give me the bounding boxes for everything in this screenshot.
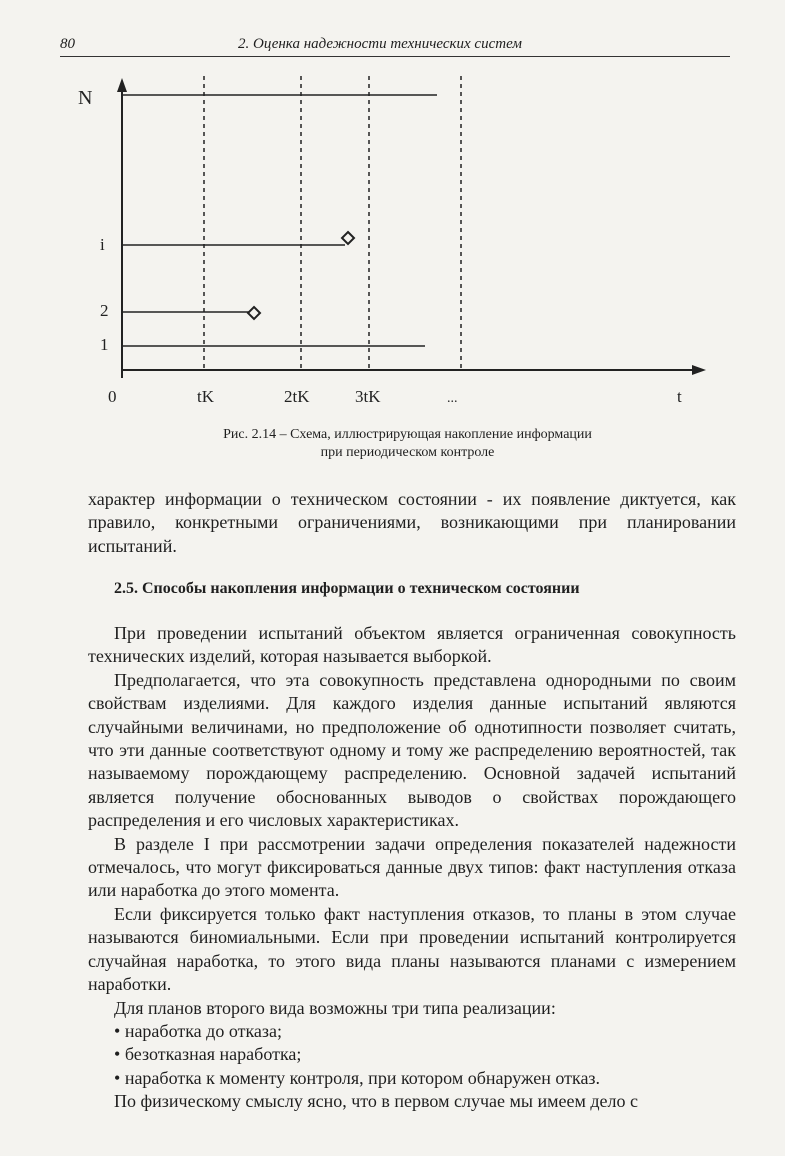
failure-marker-i: [342, 232, 354, 244]
x-label-3tk: 3tK: [355, 387, 381, 406]
caption-line-1: Рис. 2.14 – Схема, иллюстрирующая накопление информации: [223, 427, 592, 442]
page-number: 80: [60, 36, 75, 52]
information-accumulation-diagram: [0, 60, 785, 420]
x-axis-label: t: [677, 387, 682, 406]
x-axis-arrow: [692, 365, 706, 375]
section-title: 2.5. Способы накопления информации о техническом состоянии: [114, 580, 580, 597]
bullet-item: • наработка до отказа;: [88, 1020, 736, 1043]
continuation-text: [88, 488, 736, 558]
bullet-item: • наработка к моменту контроля, при котором обнаружен отказ.: [88, 1067, 736, 1090]
figure-caption: [0, 426, 785, 462]
caption-line-2: при периодическом контроле: [320, 445, 495, 460]
page-header: [60, 34, 730, 57]
bullet-item: • безотказная наработка;: [88, 1043, 736, 1066]
y-label-2: 2: [100, 301, 109, 320]
y-axis-label: N: [78, 87, 93, 109]
x-label-tk: tK: [197, 387, 214, 406]
running-title: 2. Оценка надежности технических систем: [238, 36, 522, 52]
y-label-1: 1: [100, 335, 109, 354]
x-label-2tk: 2tK: [284, 387, 310, 406]
main-text: [88, 622, 736, 1114]
paragraph: Если фиксируется только факт наступления отказов, то планы в этом случае называются биномиальными. Если при проведении испытаний контролируется случайная наработка, то этого вида планы называются планами с измерением наработки.: [88, 903, 736, 995]
failure-marker-2: [248, 307, 260, 319]
paragraph: Для планов второго вида возможны три типа реализации:: [114, 997, 556, 1018]
paragraph: По физическому смыслу ясно, что в первом случае мы имеем дело с: [114, 1091, 638, 1112]
y-label-i: i: [100, 235, 105, 254]
paragraph: При проведении испытаний объектом является ограниченная совокупность технических изделий, которая называется выборкой.: [88, 623, 736, 667]
paragraph: В разделе I при рассмотрении задачи определения показателей надежности отмечалось, что могут фиксироваться данные двух типов: факт наступления отказа или наработка до этого момента.: [88, 833, 736, 901]
x-label-origin: 0: [108, 387, 117, 406]
y-axis-arrow: [117, 78, 127, 92]
x-label-dots: ...: [447, 391, 458, 406]
continuation-paragraph: характер информации о техническом состоянии - их появление диктуется, как правило, конкретными ограничениями, возникающими при планировании испытаний.: [88, 489, 736, 556]
paragraph: Предполагается, что эта совокупность представлена однородными по своим свойствам изделиями. Для каждого изделия данные испытаний являются случайными величинами, но предположение об однотипности позволяет считать, что эти данные соответствуют одному и тому же распределению вероятностей, так называемому порождающему распределению. Основной задачей испытаний является получение обоснованных выводов о свойствах порождающего распределения и его числовых характеристиках.: [88, 669, 736, 831]
